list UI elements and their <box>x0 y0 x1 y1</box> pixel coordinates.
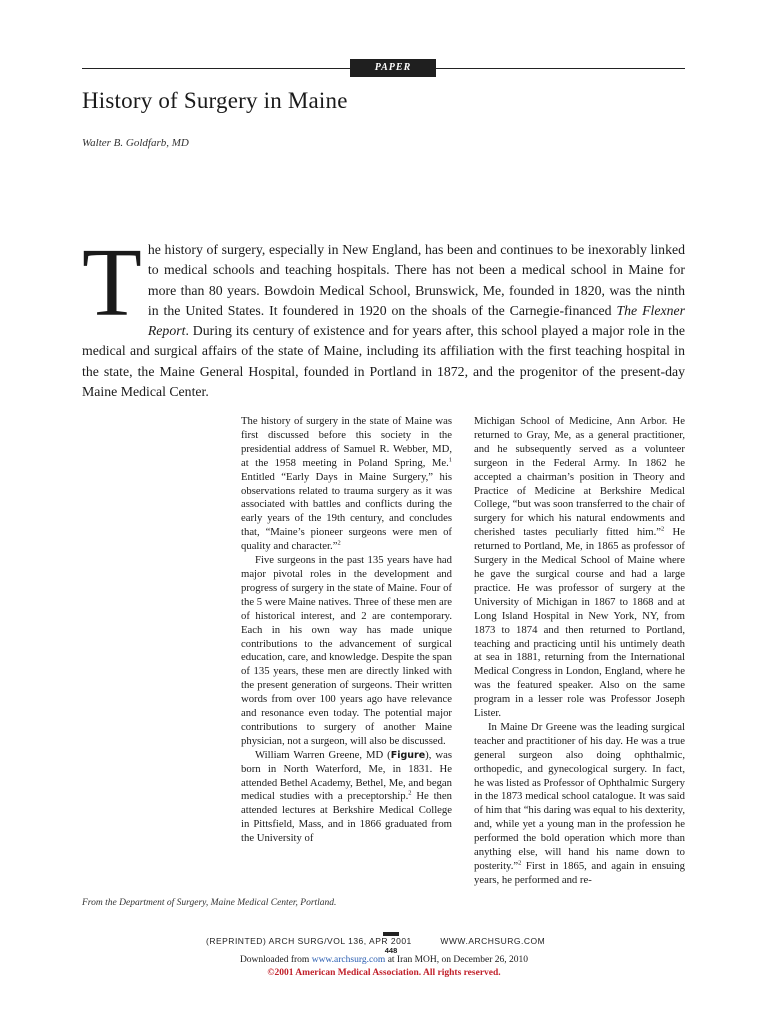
affiliation-footnote: From the Department of Surgery, Maine Medical Center, Portland. <box>82 898 337 908</box>
reference-mark[interactable]: 2 <box>337 539 341 547</box>
author-byline: Walter B. Goldfarb, MD <box>82 137 189 149</box>
citation-line: (REPRINTED) ARCH SURG/VOL 136, APR 2001 WWW.ARCHSURG.COM <box>206 936 546 946</box>
column-right <box>474 415 685 888</box>
section-tag: PAPER <box>350 59 436 77</box>
intro-paragraph: The history of surgery, especially in New England, has been and continues to be inexorably linked to medical schools and teaching hospitals. There has not been a medical school in Maine for more than 80 years. Bowdoin Medical School, Brunswick, Me, founded in 1820, was the ninth in the United States. It foundered in 1920 on the shoals of the Carnegie-financed The Flexner Report. During its century of existence and for years after, this school played a major role in the medical and surgical affairs of the state of Maine, including its affiliation with the first teaching hospital in the state, the Maine General Hospital, founded in Portland in 1872, and the progenitor of the present-day Maine Medical Center. <box>82 229 685 400</box>
archsurg-link[interactable]: www.archsurg.com <box>311 955 386 965</box>
figure-link[interactable]: Figure <box>390 749 426 761</box>
reference-mark[interactable]: 2 <box>518 859 522 867</box>
column-left <box>241 415 452 846</box>
download-notice: Downloaded from www.archsurg.com at Iran MOH, on December 26, 2010 <box>239 955 529 965</box>
article-title: History of Surgery in Maine <box>82 88 348 113</box>
reference-mark[interactable]: 1 <box>448 456 452 464</box>
paragraph: The history of surgery in the state of Maine was first discussed before this society in the presidential address of Samuel R. Webber, MD, at the 1958 meeting in Poland Spring, Me.$^1$ Entitled “Early Days in Maine Surgery,” his observations related to trauma surgery as it was associated with battles and conflicts during the early years of the 19th century, and concludes that, “Maine’s pioneer surgeons were men of quality and character.”$^2$ <box>241 415 452 553</box>
reference-mark[interactable]: 2 <box>408 789 412 797</box>
reference-mark[interactable]: 2 <box>661 525 665 533</box>
page-number: 448 <box>384 946 398 955</box>
paragraph: William Warren Greene, MD (Figure), was born in North Waterford, Me, in 1831. He attended Bethel Academy, Bethel, Me, and began medical studies with a preceptorship.$^2$ He then attended lectures at Berkshire Medical College in Pittsfield, Mass, and in 1866 graduated from the University of <box>241 748 452 845</box>
paragraph: Five surgeons in the past 135 years have had major pivotal roles in the development and progress of surgery in the state of Maine. Four of the 5 were Maine natives. Three of these men are of historical interest, and 2 are contemporary. Each in his own way has made unique contributions to the advancement of surgical education, care, and knowledge. Despite the span of 135 years, these men are directly linked with the present generation of surgeons. Their written words from over 100 years ago have relevance and resonance even today. The potential major contributions to surgery of another Maine physician, not a surgeon, will also be discussed. <box>241 554 452 747</box>
drop-cap: T <box>82 229 142 337</box>
paragraph: Michigan School of Medicine, Ann Arbor. He returned to Gray, Me, as a general practitioner, and he subsequently served as a volunteer surgeon in the Federal Army. In 1862 he accepted a chairman’s position in Theory and Practice of Medicine at Berkshire Medical College, “but was soon transferred to the chair of surgery for which his natural endowments and cherished tastes peculiarly fitted him.”$^2$ He returned to Portland, Me, in 1865 as professor of Surgery in the Medical School of Maine where he gave the surgical course and had a large practice. He was professor of surgery at the University of Michigan in 1867 to 1868 and at Long Island Hospital in New York, NY, from 1873 to 1874 and then returned to Portland, teaching and practicing until his untimely death at sea in 1881, returning from the International Medical Congress in London, England, where he was the featured speaker. Also on the same program in a lesser role was Professor Joseph Lister. <box>474 415 685 720</box>
paragraph: In Maine Dr Greene was the leading surgical teacher and practitioner of his day. He was a true general surgeon also doing ophthalmic, orthopedic, and gynecological surgery. In fact, he was listed as Professor of Ophthalmic Surgery in the 1873 medical school catalogue. It was said of him that “his daring was equal to his dexterity, and, while yet a young man in the profession he performed the bold operation which more than anything else, will hand his name down to posterity.”$^2$ First in 1865, and again in ensuing years, he performed and re- <box>474 720 685 886</box>
intro-block <box>82 229 685 402</box>
copyright-notice: ©2001 American Medical Association. All rights reserved. <box>267 968 501 978</box>
